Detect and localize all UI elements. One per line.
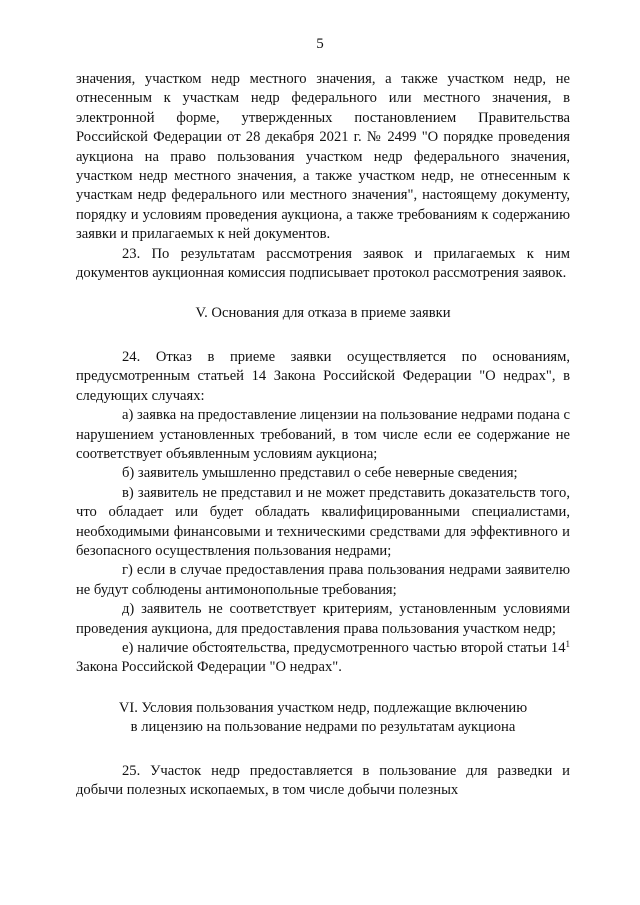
paragraph-24-e-text: е) наличие обстоятельства, предусмотренного частью второй статьи 14 bbox=[122, 639, 566, 656]
paragraph-24-a: а) заявка на предоставление лицензии на пользование недрами подана с нарушением установленных требований, в том числе если ее содержание не соответствует объявленным условиям аукциона; bbox=[76, 407, 570, 462]
paragraph-24-d: д) заявитель не соответствует критериям, установленным условиями проведения аукциона, для предоставления права пользования участком недр; bbox=[76, 601, 570, 637]
paragraph-25: 25. Участок недр предоставляется в пользование для разведки и добычи полезных ископаемых, в том числе добычи полезных bbox=[76, 762, 570, 798]
paragraph-24-e bbox=[76, 639, 570, 678]
paragraph-24-g: г) если в случае предоставления права пользования недрами заявителю не будут соблюдены антимонопольные требования; bbox=[76, 562, 570, 598]
paragraph-23: 23. По результатам рассмотрения заявок и прилагаемых к ним документов аукционная комиссия подписывает протокол рассмотрения заявок. bbox=[76, 245, 570, 282]
article-superscript: 1 bbox=[565, 638, 570, 649]
paragraph-24: 24. Отказ в приеме заявки осуществляется по основаниям, предусмотренным статьей 14 Закона Российской Федерации "О недрах", в следующих случаях: bbox=[76, 348, 570, 404]
paragraph-24-v: в) заявитель не представил и не может представить доказательств того, что обладает или будет обладать квалифицированными специалистами, необходимыми финансовыми и техническими средствами для эффективного и безопасного осуществления пользования недрами; bbox=[76, 484, 570, 559]
paragraph-continuation: значения, участком недр местного значения, а также участком недр, не отнесенным к участкам недр федерального или местного значения, в электронной форме, утвержденных постановлением Правительства Российской Федерации от 28 декабря 2021 г. № 2499 "О порядке проведения аукциона на право пользования участком недр федерального значения, участком недр местного значения, а также участком недр, не отнесенным к участкам недр федерального или местного значения", настоящему документу, порядку и условиям проведения аукциона, а также требованиям к содержанию заявки и прилагаемых к ней документов. bbox=[76, 71, 570, 243]
paragraph-24-e-text-end: Закона Российской Федерации "О недрах". bbox=[76, 659, 342, 676]
section-6-heading-line-1: VI. Условия пользования участком недр, подлежащие включению bbox=[118, 699, 528, 716]
page-number: 5 bbox=[316, 36, 324, 52]
paragraph-24-b: б) заявитель умышленно представил о себе неверные сведения; bbox=[122, 465, 518, 482]
document-body bbox=[76, 70, 570, 800]
section-6-heading-line-2: в лицензию на пользование недрами по результатам аукциона bbox=[130, 719, 516, 736]
section-5-heading: V. Основания для отказа в приеме заявки bbox=[195, 305, 451, 322]
